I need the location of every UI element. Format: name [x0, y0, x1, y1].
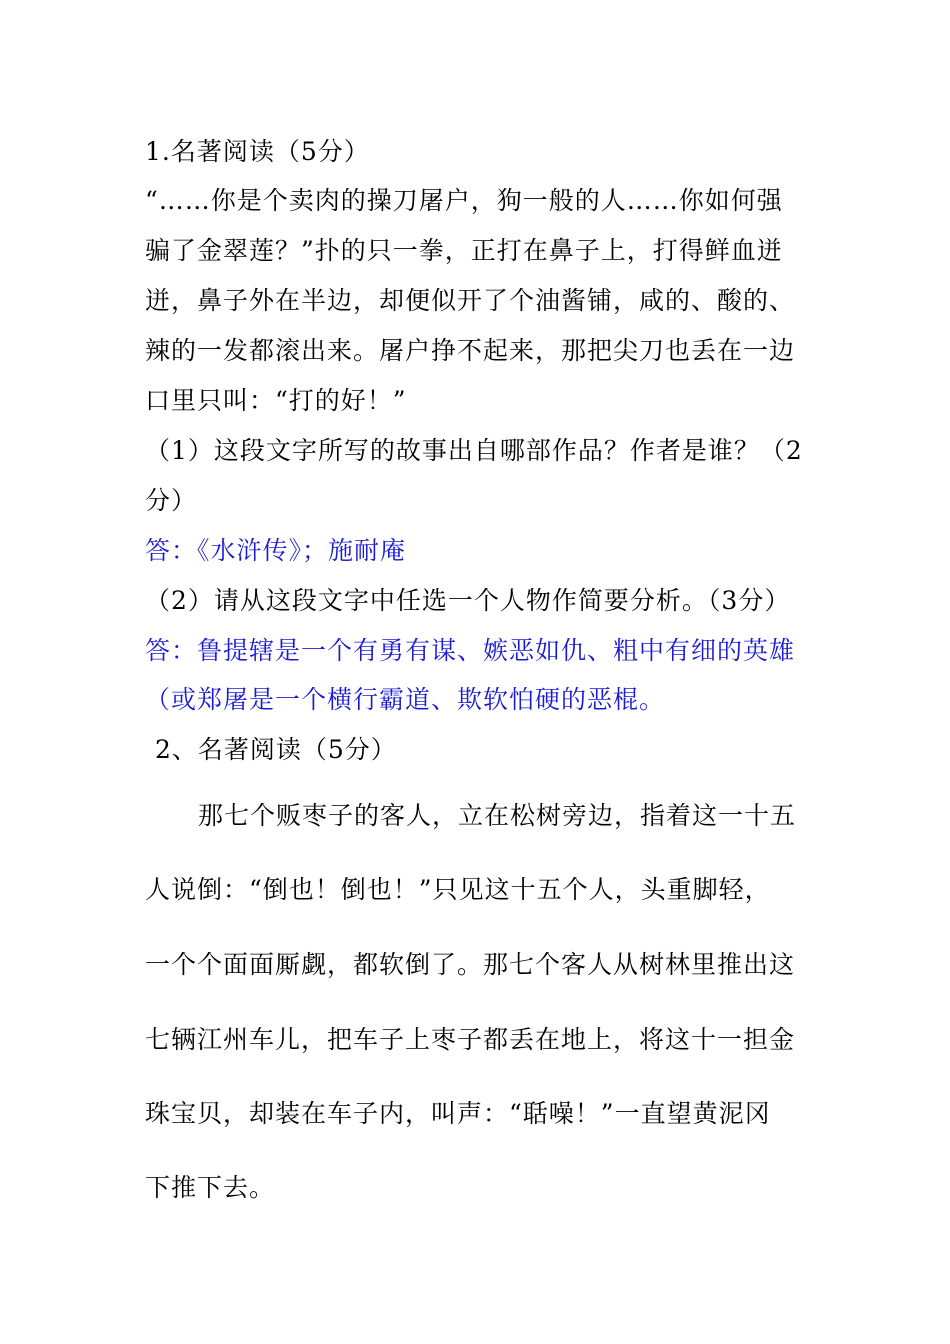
q1-passage-line: 口里只叫：“打的好！” — [145, 386, 407, 415]
q1-sub1-answer: 答：《水浒传》；施耐庵 — [145, 536, 407, 565]
q2-passage-line: 下推下去。 — [145, 1173, 276, 1202]
q2-passage-line: 那七个贩枣子的客人，立在松树旁边，指着这一十五 — [198, 801, 797, 830]
q2-passage-line: 一个个面面厮觑，都软倒了。那七个客人从树林里推出这 — [145, 950, 796, 979]
q1-sub2-question: （2）请从这段文字中任选一个人物作简要分析。（3分） — [145, 586, 791, 615]
q1-passage-line: “……你是个卖肉的操刀屠户，狗一般的人……你如何强 — [145, 186, 783, 215]
q2-heading: 2、名著阅读（5分） — [155, 735, 397, 764]
q1-sub2-answer: 答：鲁提辖是一个有勇有谋、嫉恶如仇、粗中有细的英雄 — [145, 636, 796, 665]
q1-sub1-question: （1）这段文字所写的故事出自哪部作品？作者是谁？（2 — [145, 436, 803, 465]
q1-passage-line: 辣的一发都滚出来。屠户挣不起来，那把尖刀也丢在一边 — [145, 336, 796, 365]
q1-passage-line: 迸，鼻子外在半边，却便似开了个油酱铺，咸的、酸的、 — [145, 286, 796, 315]
q1-sub2-answer: （或郑屠是一个横行霸道、欺软怕硬的恶棍。 — [145, 685, 666, 714]
q1-heading: 1.名著阅读（5分） — [145, 137, 370, 166]
q2-passage-line: 七辆江州车儿，把车子上枣子都丢在地上，将这十一担金 — [145, 1025, 796, 1054]
q1-sub1-question-cont: 分） — [145, 486, 198, 515]
q2-passage-line: 人说倒：“倒也！倒也！”只见这十五个人，头重脚轻， — [145, 875, 771, 904]
q1-passage-line: 骗了金翠莲？”扑的只一拳，正打在鼻子上，打得鲜血迸 — [145, 236, 783, 265]
q2-passage-line: 珠宝贝，却装在车子内，叫声：“聒噪！”一直望黄泥冈 — [145, 1099, 771, 1128]
